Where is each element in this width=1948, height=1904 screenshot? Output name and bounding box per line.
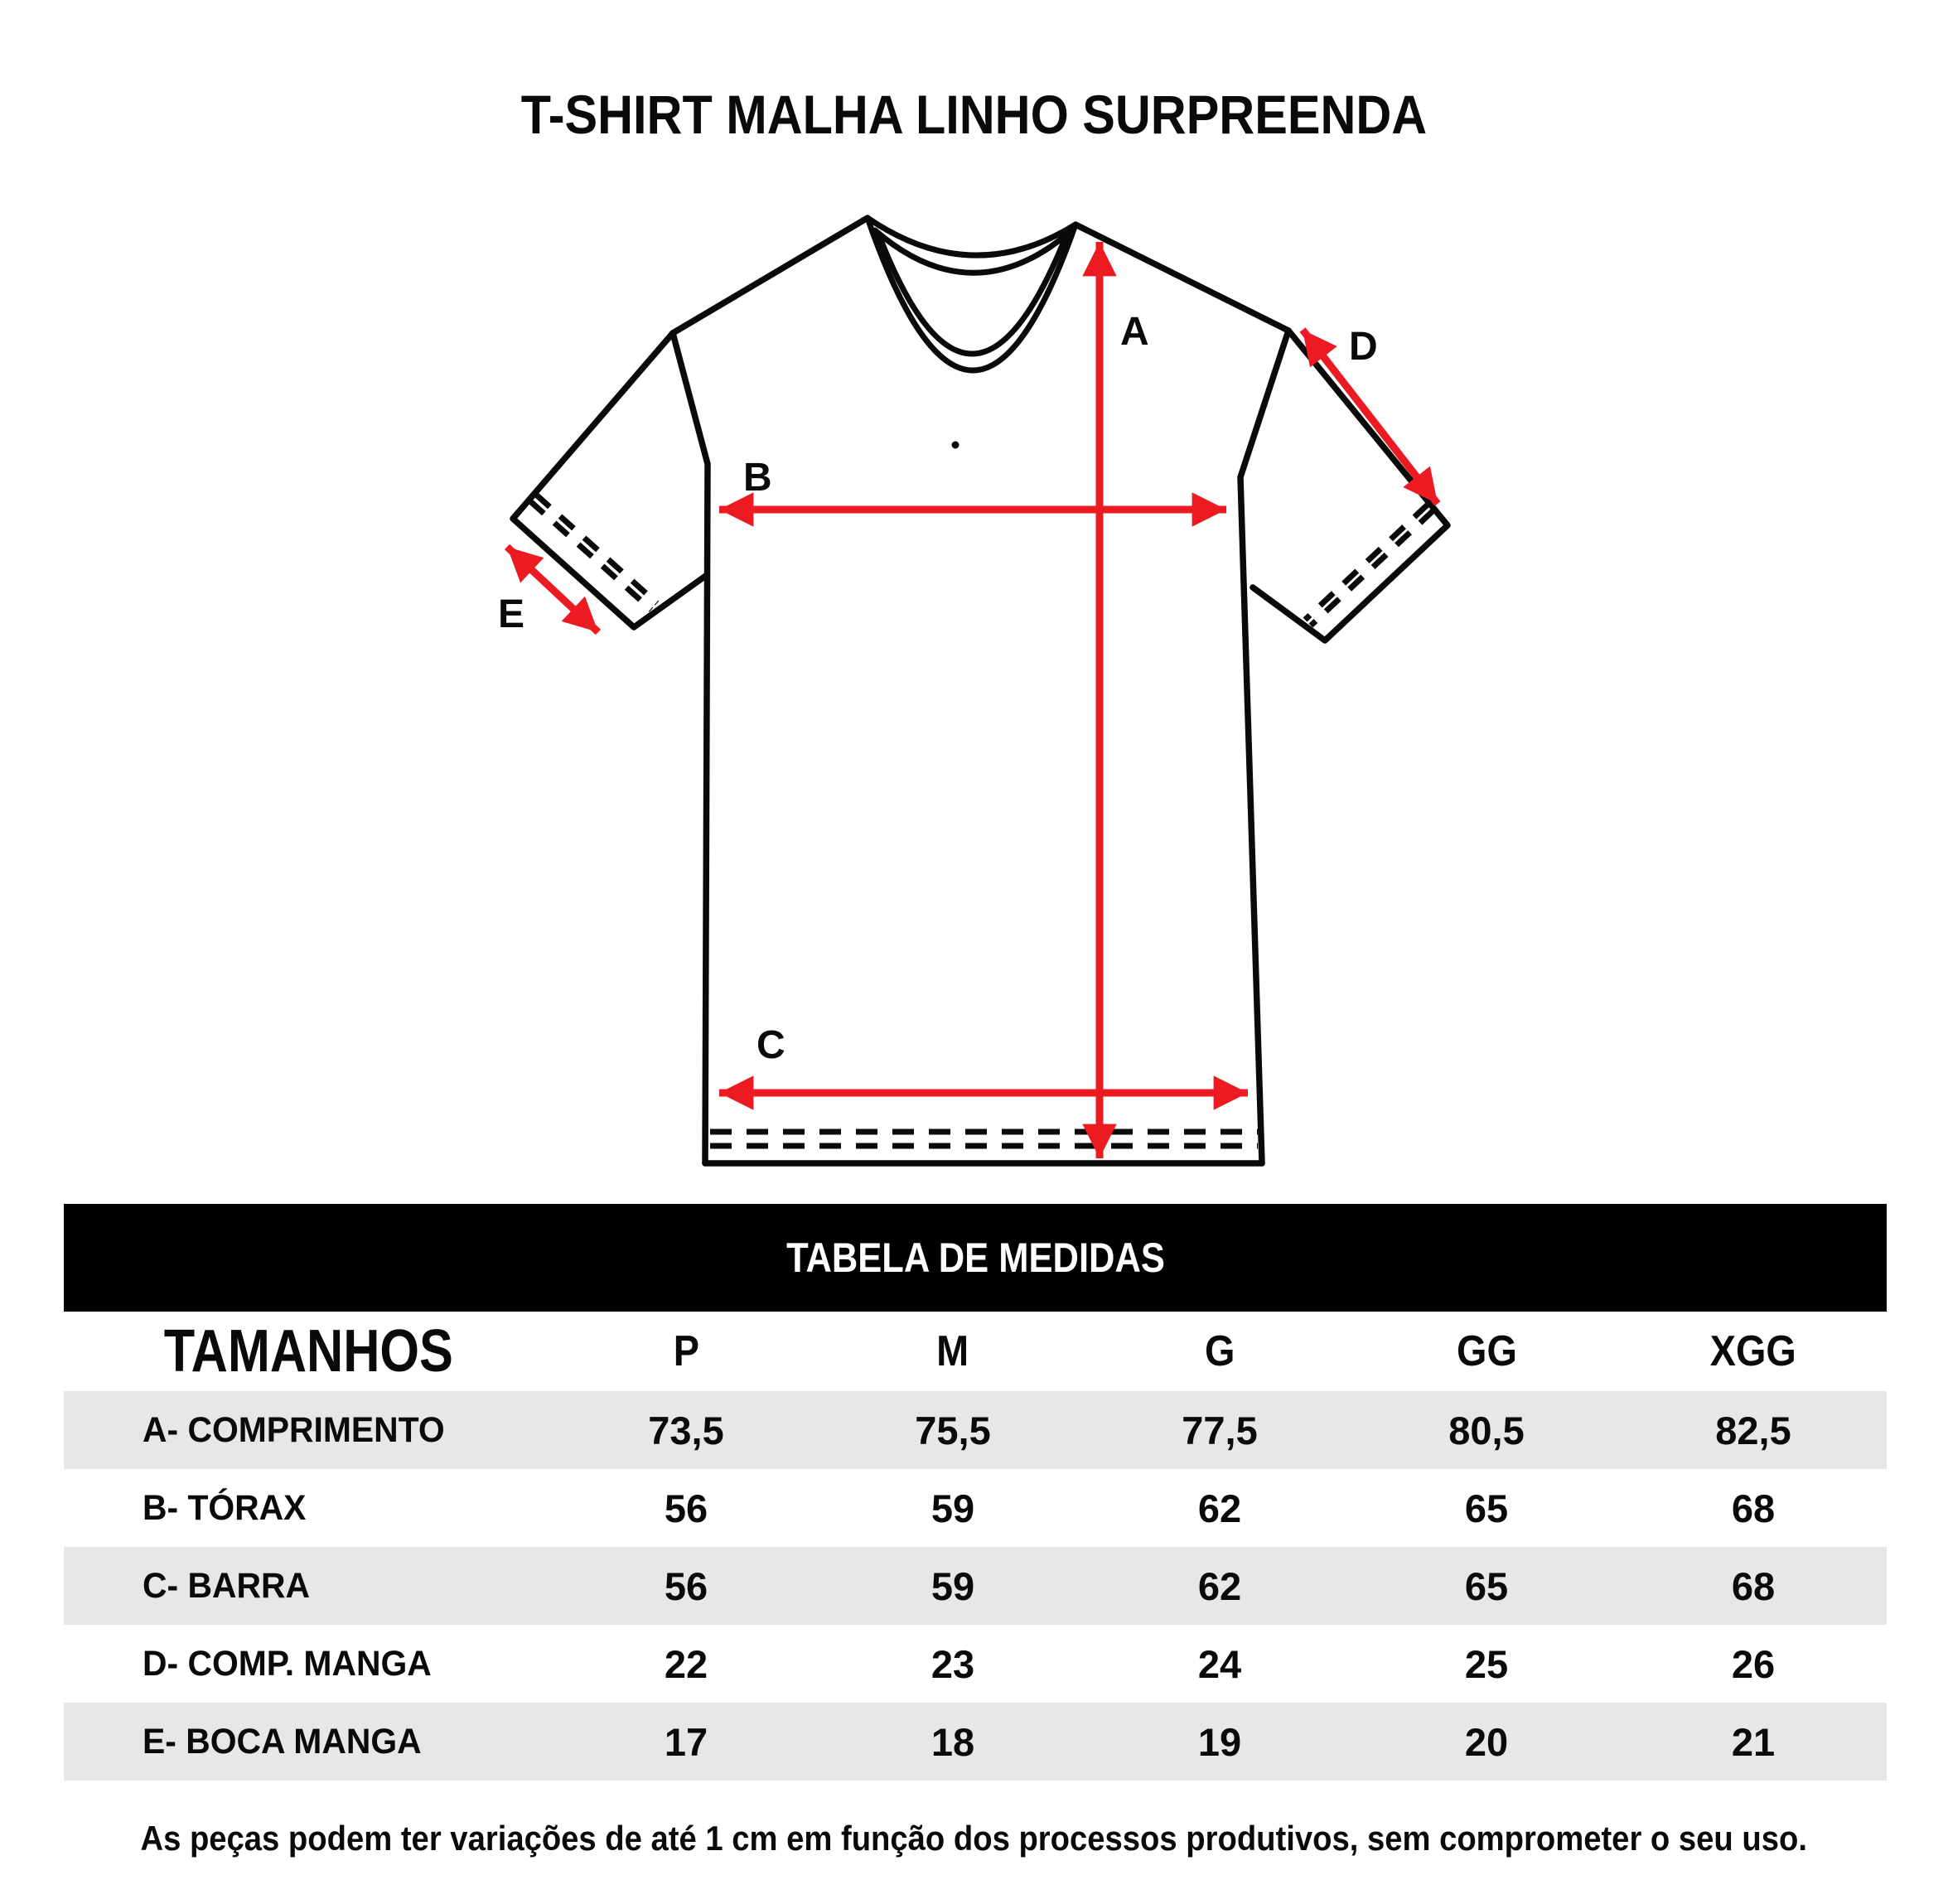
chest-dot (952, 442, 959, 449)
cell-value: 77,5 (1182, 1408, 1258, 1452)
cell-value: 68 (1731, 1486, 1776, 1530)
table-row-barra (64, 1547, 1887, 1625)
measure-label-c: C (756, 1023, 785, 1067)
cell-value: 82,5 (1715, 1408, 1791, 1452)
cell-value: 25 (1464, 1641, 1509, 1686)
column-header-g: G (1204, 1327, 1235, 1375)
cell-value: 23 (930, 1641, 975, 1686)
shirt-outline (513, 218, 1448, 1163)
cell-value: 68 (1731, 1563, 1776, 1608)
measure-label-b: B (743, 456, 772, 500)
table-title-bar (64, 1204, 1887, 1312)
cell-value: 22 (664, 1641, 708, 1686)
row-label: D- COMP. MANGA (143, 1643, 432, 1684)
cell-value: 59 (930, 1486, 975, 1530)
cell-value: 73,5 (648, 1408, 724, 1452)
measurement-arrows (507, 242, 1438, 1158)
column-header-p: P (673, 1327, 699, 1375)
table-title-text: TABELA DE MEDIDAS (785, 1235, 1165, 1281)
measure-label-e: E (498, 592, 525, 636)
table-row-comprimento (64, 1391, 1887, 1469)
cell-value: 17 (664, 1719, 708, 1764)
row-label: B- TÓRAX (143, 1487, 307, 1528)
disclaimer-text (0, 1819, 1948, 1858)
cell-value: 18 (930, 1719, 975, 1764)
sleeve-right (1253, 331, 1448, 640)
measurements-table (64, 1204, 1887, 1781)
row-label: A- COMPRIMENTO (143, 1409, 445, 1450)
table-row-boca-manga (64, 1703, 1887, 1781)
cell-value: 21 (1731, 1719, 1776, 1764)
table-row-comp-manga (64, 1625, 1887, 1703)
cell-value: 80,5 (1448, 1408, 1525, 1452)
side-seam-right (1240, 331, 1288, 1163)
cell-value: 20 (1464, 1719, 1509, 1764)
cell-value: 56 (664, 1486, 708, 1530)
shoulder-seam-right (1076, 225, 1288, 331)
column-header-sizes: TAMANHOS (163, 1318, 453, 1385)
disclaimer-text-content: As peças podem ter variações de até 1 cm em função dos processos produtivos, sem comprometer o seu uso. (140, 1819, 1808, 1858)
shoulder-seam-left (673, 218, 868, 333)
cell-value: 75,5 (915, 1408, 991, 1452)
stitching (530, 495, 1433, 1146)
cell-value: 59 (930, 1563, 975, 1608)
table-row-torax (64, 1469, 1887, 1547)
cell-value: 65 (1464, 1486, 1509, 1530)
cuff-stitch-right (1311, 510, 1433, 626)
column-header-gg: GG (1456, 1327, 1517, 1375)
row-label: E- BOCA MANGA (143, 1721, 422, 1761)
cell-value: 62 (1197, 1563, 1242, 1608)
row-label: C- BARRA (143, 1565, 310, 1606)
table-header-row (64, 1312, 1887, 1391)
cell-value: 65 (1464, 1563, 1509, 1608)
cell-value: 26 (1731, 1641, 1776, 1686)
column-header-xgg: XGG (1709, 1327, 1797, 1375)
cell-value: 19 (1197, 1719, 1242, 1764)
cell-value: 24 (1197, 1641, 1242, 1686)
column-header-m: M (936, 1327, 969, 1375)
cell-value: 56 (664, 1563, 708, 1608)
measure-label-d: D (1349, 325, 1378, 369)
side-seam-left (673, 333, 708, 1163)
page-title-text: T-SHIRT MALHA LINHO SURPREENDA (520, 84, 1428, 145)
measure-label-a: A (1120, 310, 1149, 354)
cuff-stitch-left (530, 501, 651, 610)
collar (868, 218, 1076, 370)
cell-value: 62 (1197, 1486, 1242, 1530)
